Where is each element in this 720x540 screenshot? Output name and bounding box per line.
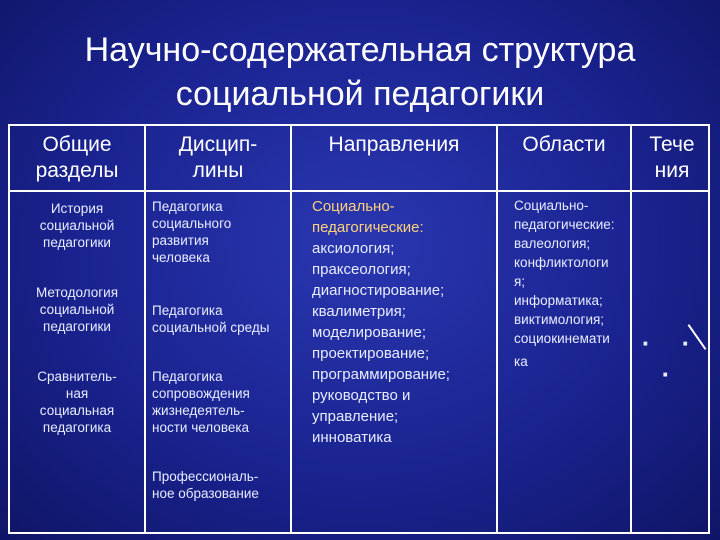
discipline-professional-education: Профессиональ- ное образование bbox=[152, 469, 259, 501]
header-general-sections: Общие разделы bbox=[35, 133, 119, 182]
discipline-social-environment: Педагогика социальной среды bbox=[152, 303, 270, 335]
discipline-social-development: Педагогика социального развития человека bbox=[152, 199, 232, 265]
discipline-life-support: Педагогика сопровождения жизнедеятель- ности человека bbox=[152, 369, 250, 435]
general-section-comparative: Сравнитель- ная социальная педагогика bbox=[37, 369, 117, 435]
slide-title bbox=[20, 28, 700, 116]
directions-list: Социально- педагогические: аксиология; праксеология; диагностирование; квалиметрия; моделирование; проектирование; программирование; руководство и управление; инноватика bbox=[312, 198, 450, 446]
title-line-1: Научно-содержательная структура bbox=[84, 31, 636, 69]
title-line-2: социальной педагогики bbox=[175, 75, 545, 113]
structure-table bbox=[8, 124, 710, 534]
general-section-methodology: Методология социальной педагогики bbox=[35, 285, 119, 334]
areas-list: Социально- педагогические: валеология; конфликтологи я; информатика; виктимология; социокинемати ка bbox=[514, 198, 615, 369]
header-areas: Области bbox=[522, 133, 606, 156]
header-divider bbox=[10, 190, 708, 192]
general-section-history: История социальной педагогики bbox=[39, 201, 115, 250]
header-disciplines: Дисцип- лины bbox=[178, 133, 258, 182]
header-directions: Направления bbox=[328, 133, 460, 156]
currents-ellipsis: · · · bbox=[641, 328, 703, 389]
header-currents: Тече ния bbox=[649, 133, 695, 182]
